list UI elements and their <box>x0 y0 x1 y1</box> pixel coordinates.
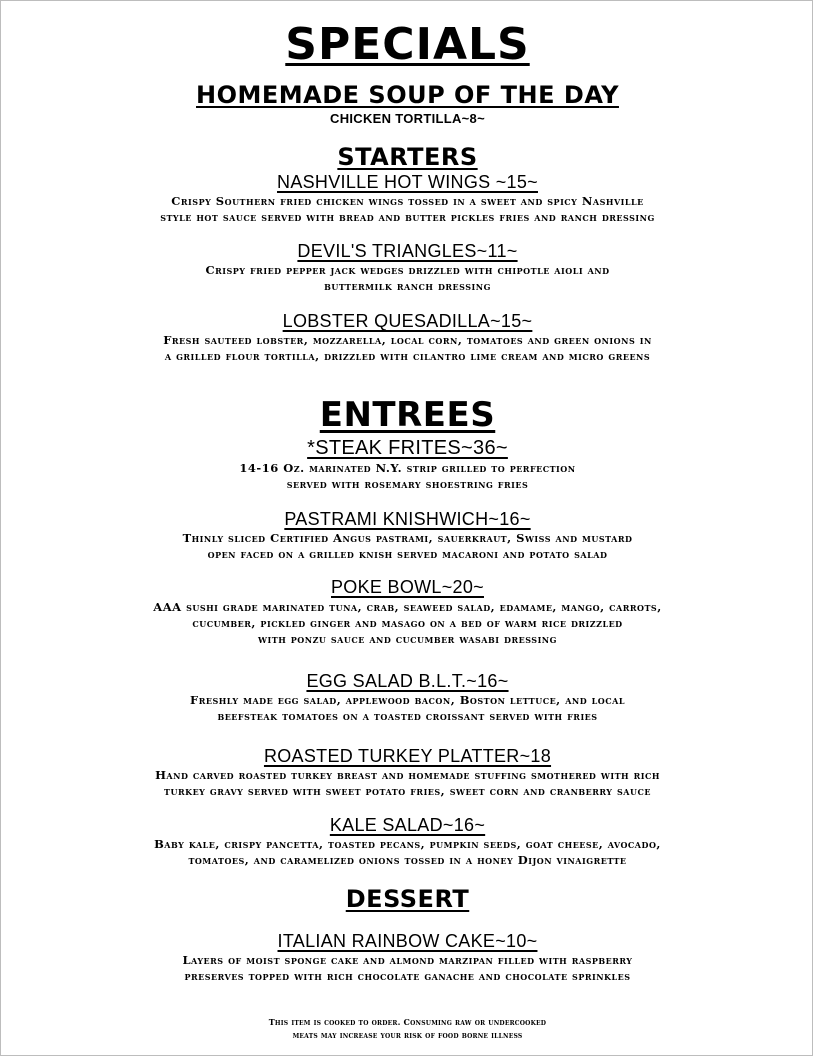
description-line: with ponzu sauce and cucumber wasabi dressing <box>258 632 557 646</box>
description-line: Freshly made egg salad, applewood bacon, Boston lettuce, and local <box>190 693 625 707</box>
description-line: AAA sushi grade marinated tuna, crab, seaweed salad, edamame, mango, carrots, <box>153 600 662 614</box>
item-name: EGG SALAD B.L.T.~16~ <box>306 671 509 691</box>
description-line: Thinly sliced Certified Angus pastrami, sauerkraut, Swiss and mustard <box>182 531 633 545</box>
description-line: Hand carved roasted turkey breast and homemade stuffing smothered with rich <box>155 768 660 782</box>
item-name: NASHVILLE HOT WINGS ~15~ <box>277 172 538 192</box>
description-line: Fresh sauteed lobster, mozzarella, local corn, tomatoes and green onions in <box>163 333 652 347</box>
item-name: ROASTED TURKEY PLATTER~18 <box>263 746 552 766</box>
dessert-heading: DESSERT <box>345 885 470 913</box>
description-line: preserves topped with rich chocolate ganache and chocolate sprinkles <box>184 969 631 983</box>
description-line: Layers of moist sponge cake and almond marzipan filled with raspberry <box>182 953 633 967</box>
item-name: ITALIAN RAINBOW CAKE~10~ <box>277 931 538 951</box>
item-name: DEVIL'S TRIANGLES~11~ <box>297 241 518 261</box>
description-line: Baby kale, crispy pancetta, toasted pecans, pumpkin seeds, goat cheese, avocado, <box>154 837 661 851</box>
entrees-heading: ENTREES <box>319 395 496 435</box>
item-description <box>1 692 813 724</box>
description-line: served with rosemary shoestring fries <box>286 477 529 491</box>
notice-line: meats may increase your risk of food borne illness <box>292 1030 523 1040</box>
page-title: SPECIALS <box>285 19 530 70</box>
description-line: beefsteak tomatoes on a toasted croissant served with fries <box>217 709 598 723</box>
item-name: *STEAK FRITES~36~ <box>307 437 508 459</box>
description-line: turkey gravy served with sweet potato fries, sweet corn and cranberry sauce <box>164 784 651 798</box>
item-description <box>1 460 813 492</box>
description-line: Crispy Southern fried chicken wings tossed in a sweet and spicy Nashville <box>171 194 644 208</box>
notice-line: This item is cooked to order. Consuming raw or undercooked <box>268 1017 547 1027</box>
description-line: a grilled flour tortilla, drizzled with cilantro lime cream and micro greens <box>164 349 651 363</box>
item-description <box>1 836 813 868</box>
item-description <box>1 530 813 562</box>
starters-heading: STARTERS <box>337 143 478 171</box>
soup-heading: HOMEMADE SOUP OF THE DAY <box>196 81 619 109</box>
soup-of-the-day: CHICKEN TORTILLA~8~ <box>330 111 485 126</box>
item-description <box>1 599 813 647</box>
food-safety-notice <box>1 1016 813 1042</box>
description-line: 14-16 Oz. marinated N.Y. strip grilled to perfection <box>239 461 576 475</box>
item-description <box>1 767 813 799</box>
item-description <box>1 193 813 225</box>
item-name: LOBSTER QUESADILLA~15~ <box>282 311 533 331</box>
item-name: KALE SALAD~16~ <box>329 815 486 835</box>
description-line: open faced on a grilled knish served macaroni and potato salad <box>207 547 608 561</box>
description-line: cucumber, pickled ginger and masago on a bed of warm rice drizzled <box>192 616 623 630</box>
description-line: tomatoes, and caramelized onions tossed in a honey Dijon vinaigrette <box>188 853 627 867</box>
item-description <box>1 262 813 294</box>
description-line: style hot sauce served with bread and butter pickles fries and ranch dressing <box>160 210 655 224</box>
item-description <box>1 332 813 364</box>
item-name: PASTRAMI KNISHWICH~16~ <box>284 509 531 529</box>
description-line: buttermilk ranch dressing <box>324 279 491 293</box>
item-description <box>1 952 813 984</box>
description-line: Crispy fried pepper jack wedges drizzled with chipotle aioli and <box>205 263 610 277</box>
item-name: POKE BOWL~20~ <box>331 577 484 597</box>
